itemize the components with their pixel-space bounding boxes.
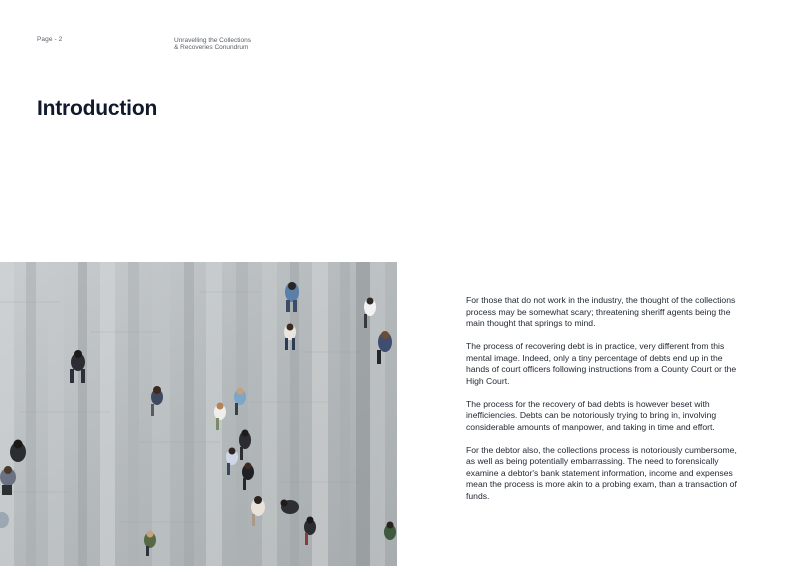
paragraph: The process for the recovery of bad debts is however beset with inefficiencies. Debts can be notoriously trying to bring in, involving considerable amounts of manpower, and taking in time and effort. <box>466 398 717 432</box>
section-heading: Introduction <box>37 97 158 120</box>
document-title <box>174 37 294 51</box>
document-title-line-1: Unravelling the Collections <box>174 37 251 44</box>
page-number: Page - 2 <box>37 36 63 43</box>
document-title-line-2: & Recoveries Conundrum <box>174 44 249 51</box>
aerial-crowd-photo-illustration <box>0 262 397 566</box>
aerial-crowd-photo <box>0 262 397 566</box>
paving-slabs <box>0 262 385 566</box>
body-text <box>466 295 741 514</box>
paragraph: For the debtor also, the collections process is notoriously cumbersome, as well as being potentially embarrassing. The need to forensically examine a debtor's bank statement information, income and expenses mean the process is more akin to a probing exam, than a transaction of funds. <box>466 444 737 501</box>
paragraph: The process of recovering debt is in practice, very different from this mental image. Indeed, only a tiny percentage of debts end up in the hands of court officers following instructions from a County Court or the High Court. <box>466 341 737 386</box>
paragraph: For those that do not work in the industry, the thought of the collections process may be somewhat scary; threatening sheriff agents being the main thought that springs to mind. <box>466 295 736 328</box>
